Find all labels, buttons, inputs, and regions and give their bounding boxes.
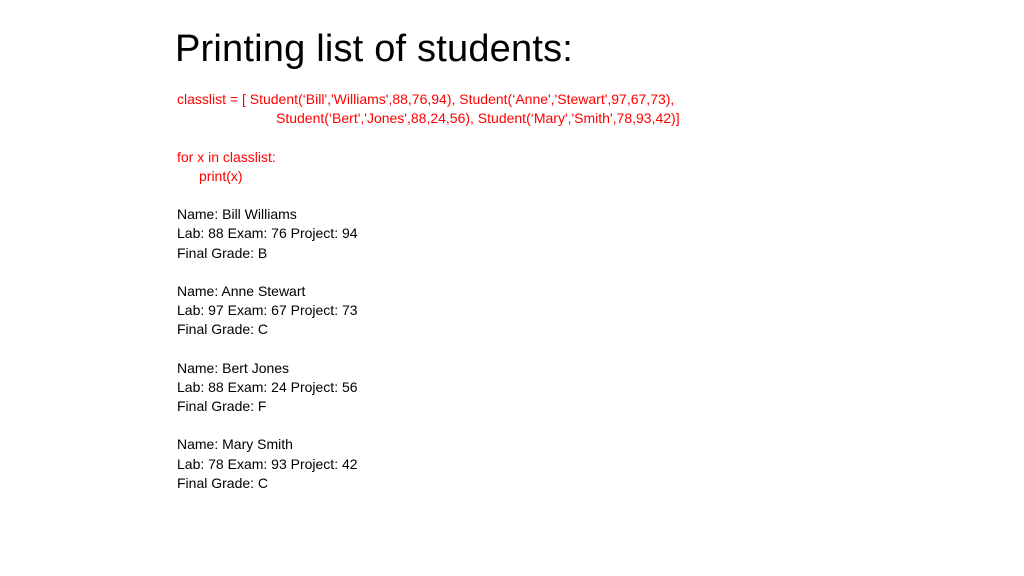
code-line-for-loop: for x in classlist: <box>177 148 276 165</box>
slide-title: Printing list of students: <box>175 28 574 70</box>
output-record-mary <box>177 435 997 493</box>
output-record-bert <box>177 359 997 417</box>
output-scores: Lab: 97 Exam: 67 Project: 73 <box>177 302 358 319</box>
spacer <box>177 416 997 435</box>
spacer <box>177 263 997 282</box>
spacer <box>177 128 997 147</box>
spacer <box>177 339 997 358</box>
output-scores: Lab: 78 Exam: 93 Project: 42 <box>177 455 358 472</box>
spacer <box>177 186 997 205</box>
output-scores: Lab: 88 Exam: 76 Project: 94 <box>177 225 358 242</box>
output-grade: Final Grade: C <box>177 474 269 491</box>
output-grade: Final Grade: C <box>177 321 269 338</box>
code-line-print: print(x) <box>199 167 243 184</box>
output-record-anne <box>177 282 997 340</box>
output-name: Name: Bill Williams <box>177 206 297 223</box>
output-grade: Final Grade: F <box>177 398 267 414</box>
output-name: Name: Bert Jones <box>177 359 290 376</box>
slide-body <box>177 90 997 493</box>
output-name: Name: Anne Stewart <box>177 282 306 299</box>
output-record-bill <box>177 205 997 263</box>
code-line-classlist: classlist = [ Student(‘Bill','Williams',88,76,94), Student(‘Anne','Stewart',97,67,73), <box>177 91 675 107</box>
code-line-classlist-continued: Student(‘Bert','Jones',88,24,56), Student(‘Mary','Smith',78,93,42)] <box>276 110 680 127</box>
output-name: Name: Mary Smith <box>177 436 293 453</box>
output-scores: Lab: 88 Exam: 24 Project: 56 <box>177 378 358 395</box>
output-grade: Final Grade: B <box>177 244 268 261</box>
